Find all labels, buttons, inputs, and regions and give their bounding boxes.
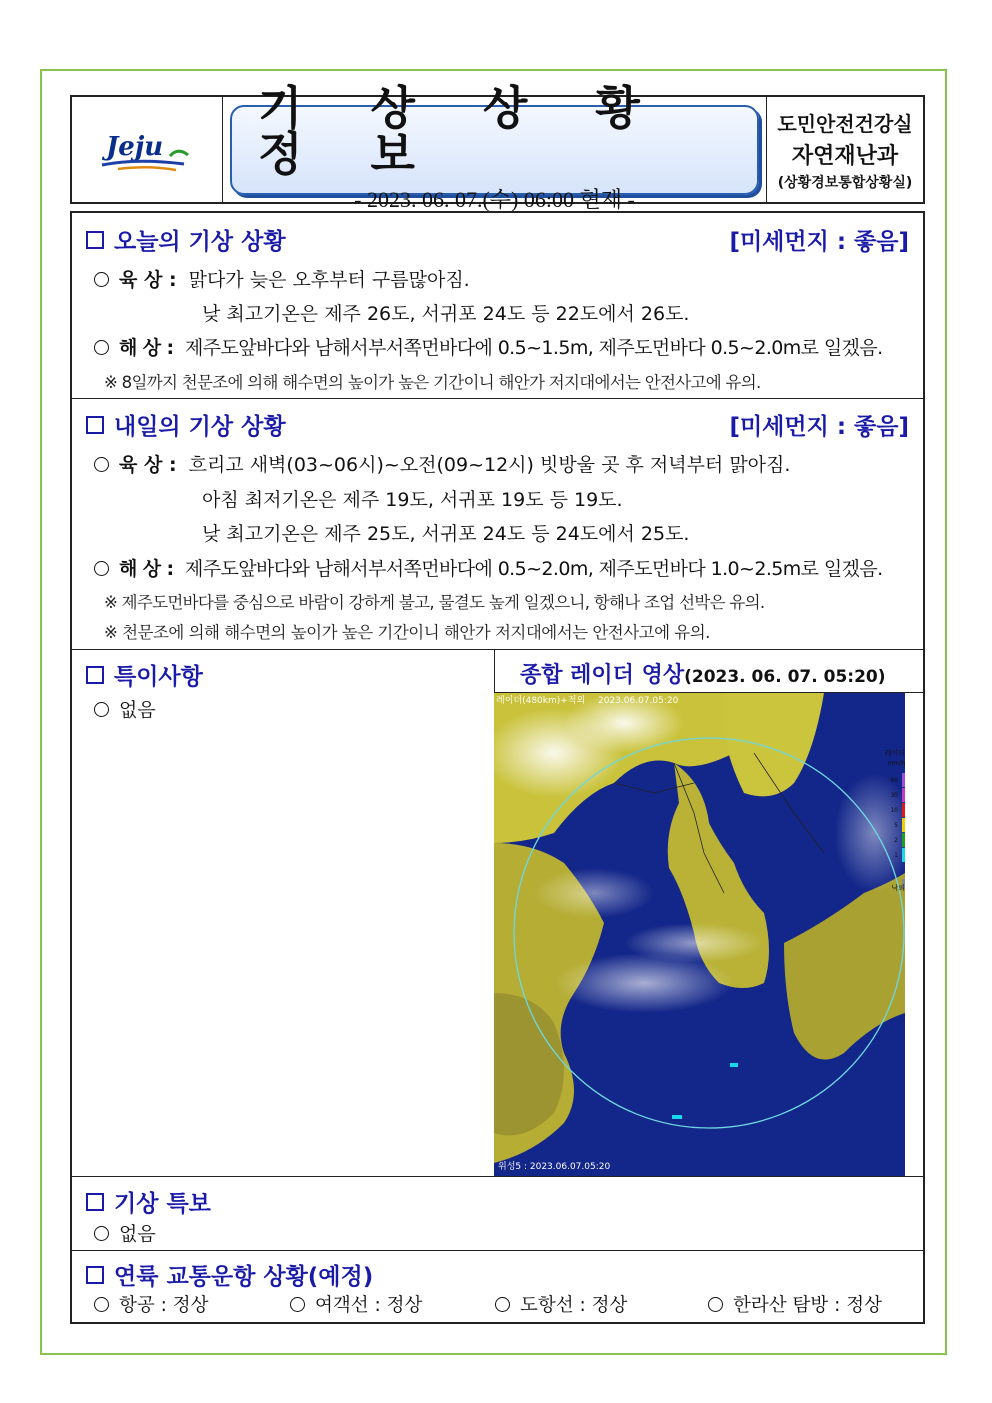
tomorrow-fine-dust: [미세먼지 : 좋음] xyxy=(729,414,909,440)
tomorrow-heading xyxy=(86,408,286,441)
today-sea-text: 제주도앞바다와 남해서부서쪽먼바다에 0.5~1.5m, 제주도먼바다 0.5~2.0m로 일겠음. xyxy=(185,337,883,359)
circle-bullet-icon xyxy=(94,1226,109,1241)
legend-swatch xyxy=(902,833,905,847)
tomorrow-land-text: 흐리고 새벽(03~06시)~오전(09~12시) 빗방울 곳 후 저녁부터 맑아짐. xyxy=(188,454,791,476)
radar-overlay-label: 레이더(480km)+적외 xyxy=(496,696,586,706)
dept-office: 도민안전건강실 xyxy=(777,111,913,136)
checkbox-icon xyxy=(86,231,104,249)
checkbox-icon xyxy=(86,666,104,684)
tomorrow-sea-label: 해 상 : xyxy=(119,558,174,580)
tomorrow-note-wind: ※ 제주도먼바다를 중심으로 바람이 강하게 불고, 물결도 높게 일겠으니, 항해나 조업 선박은 유의. xyxy=(104,593,765,612)
tomorrow-sea-row xyxy=(94,554,883,581)
circle-bullet-icon xyxy=(94,702,109,717)
today-land-row xyxy=(94,265,470,292)
circle-bullet-icon xyxy=(94,340,109,355)
dept-room: (상황경보통합상황실) xyxy=(777,174,913,191)
special-item xyxy=(94,695,156,722)
tomorrow-note-tide: ※ 천문조에 의해 해수면의 높이가 높은 기간이니 해안가 저지대에서는 안전사고에 유의. xyxy=(104,623,710,642)
report-title: 기 상 상 황 정 보 xyxy=(258,81,666,181)
transport-ferry-text: 여객선 : 정상 xyxy=(315,1295,423,1316)
transport-ferry xyxy=(290,1291,422,1317)
circle-bullet-icon xyxy=(708,1297,723,1312)
legend-title: 레이더 xyxy=(884,749,905,757)
radar-title: 종합 레이더 영상 xyxy=(520,663,685,688)
department xyxy=(767,97,923,202)
circle-bullet-icon xyxy=(94,561,109,576)
jeju-logo-icon xyxy=(88,125,206,175)
checkbox-icon xyxy=(86,1266,104,1284)
report-body xyxy=(70,211,925,1324)
tomorrow-land-row xyxy=(94,450,790,477)
circle-bullet-icon xyxy=(94,1297,109,1312)
radar-heading xyxy=(520,658,886,689)
warning-item-text: 없음 xyxy=(119,1223,156,1245)
legend-value: 1 xyxy=(894,852,898,859)
legend-swatch xyxy=(902,848,905,862)
radar-overlay-time: 2023.06.07.05:20 xyxy=(598,696,679,706)
today-title: 오늘의 기상 상황 xyxy=(114,229,286,255)
transport-air-text: 항공 : 정상 xyxy=(119,1295,209,1316)
warning-heading xyxy=(86,1185,211,1218)
legend-swatch xyxy=(902,818,905,832)
report-datetime: - 2023. 06. 07.(수) 06:00 현재 - xyxy=(354,187,635,212)
jeju-logo xyxy=(72,97,223,202)
legend-value: 5 xyxy=(894,822,898,829)
legend-unit: mm/h xyxy=(887,760,905,767)
legend-value: 30 xyxy=(890,792,898,799)
logo-text: Jeju xyxy=(106,131,164,162)
legend-value: 60 xyxy=(890,777,898,784)
divider xyxy=(72,1176,923,1177)
checkbox-icon xyxy=(86,416,104,434)
tomorrow-sea-text: 제주도앞바다와 남해서부서쪽먼바다에 0.5~2.0m, 제주도먼바다 1.0~2.5m로 일겠음. xyxy=(185,558,883,580)
radar-image xyxy=(494,693,905,1176)
report-header xyxy=(70,81,925,212)
warning-item xyxy=(94,1219,156,1246)
special-title: 특이사항 xyxy=(114,664,203,690)
special-heading xyxy=(86,658,203,691)
circle-bullet-icon xyxy=(290,1297,305,1312)
legend-swatch xyxy=(902,803,905,817)
divider xyxy=(72,1250,923,1251)
tomorrow-land-max: 낮 최고기온은 제주 25도, 서귀포 24도 등 24도에서 25도. xyxy=(202,523,690,545)
today-land-text: 맑다가 늦은 오후부터 구름많아짐. xyxy=(188,269,470,291)
warning-title: 기상 특보 xyxy=(114,1191,211,1217)
radar-satellite-time: 위성5 : 2023.06.07.05:20 xyxy=(498,1162,611,1172)
tomorrow-title: 내일의 기상 상황 xyxy=(114,414,286,440)
today-heading xyxy=(86,223,286,256)
title-cell xyxy=(223,81,767,212)
transport-heading xyxy=(86,1258,373,1291)
title-box xyxy=(230,81,759,212)
circle-bullet-icon xyxy=(94,457,109,472)
transport-island-ferry xyxy=(495,1291,627,1317)
today-fine-dust: [미세먼지 : 좋음] xyxy=(729,229,909,255)
legend-value: 10 xyxy=(890,807,898,814)
today-note: ※ 8일까지 천문조에 의해 해수면의 높이가 높은 기간이니 해안가 저지대에서는 안전사고에 유의. xyxy=(104,373,761,392)
transport-title: 연륙 교통운항 상황(예정) xyxy=(114,1264,374,1290)
transport-hallasan-text: 한라산 탐방 : 정상 xyxy=(733,1295,882,1316)
transport-island-ferry-text: 도항선 : 정상 xyxy=(520,1295,628,1316)
tomorrow-land-min: 아침 최저기온은 제주 19도, 서귀포 19도 등 19도. xyxy=(202,489,623,511)
dept-division: 자연재난과 xyxy=(791,143,899,169)
legend-lightning: 낙뢰 xyxy=(891,884,905,892)
today-sea-row xyxy=(94,333,883,360)
transport-air xyxy=(94,1291,208,1317)
special-item-text: 없음 xyxy=(119,699,156,721)
checkbox-icon xyxy=(86,1193,104,1211)
divider xyxy=(72,398,923,399)
legend-swatch xyxy=(902,788,905,802)
divider xyxy=(72,649,923,650)
circle-bullet-icon xyxy=(94,272,109,287)
circle-bullet-icon xyxy=(495,1297,510,1312)
transport-hallasan xyxy=(708,1291,882,1317)
today-land-temp: 낮 최고기온은 제주 26도, 서귀포 24도 등 22도에서 26도. xyxy=(202,303,690,325)
legend-swatch xyxy=(902,773,905,787)
radar-time: (2023. 06. 07. 05:20) xyxy=(684,667,886,687)
today-sea-label: 해 상 : xyxy=(119,337,174,359)
today-land-label: 육 상 : xyxy=(119,269,177,291)
tomorrow-land-label: 육 상 : xyxy=(119,454,177,476)
legend-value: 2 xyxy=(894,837,898,844)
